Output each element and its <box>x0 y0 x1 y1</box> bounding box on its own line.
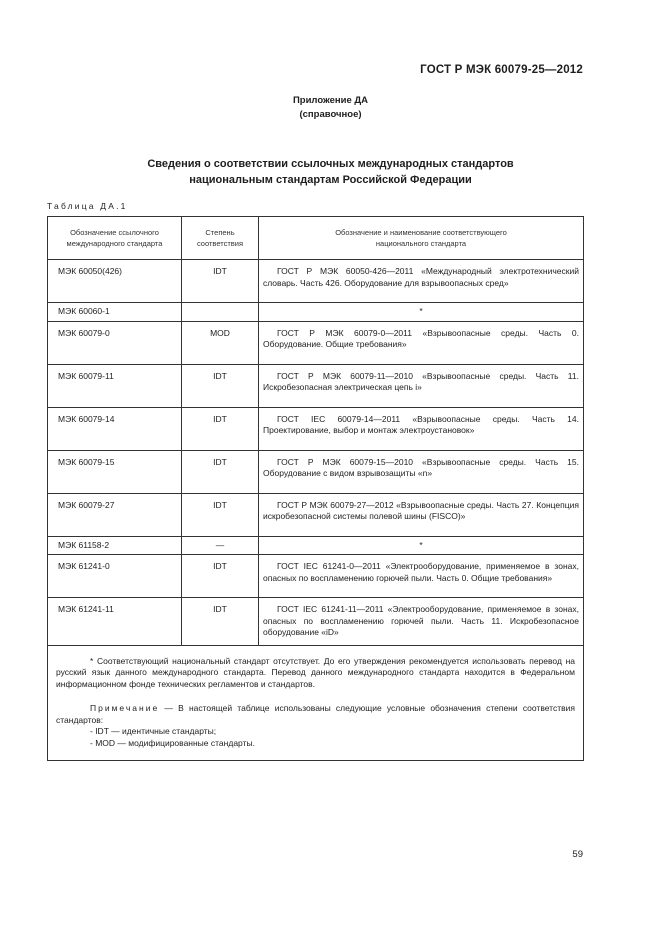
appendix-subtitle: (справочное) <box>299 109 362 120</box>
table-row <box>48 536 584 555</box>
reference-cell: МЭК 60079-27 <box>48 493 182 536</box>
appendix-title: Приложение ДА <box>292 95 369 106</box>
table-row <box>48 555 584 598</box>
note-list-item: - IDT — идентичные стандарты; <box>90 726 217 737</box>
section-title-line: национальным стандартам Российской Федерации <box>189 174 472 186</box>
degree-cell: MOD <box>182 321 259 364</box>
header-line: Обозначение ссылочного <box>70 228 159 237</box>
correspondence-table <box>47 216 584 761</box>
table-row <box>48 450 584 493</box>
national-standard-cell: ГОСТ Р МЭК 60079-27—2012 «Взрывоопасные среды. Часть 27. Концепция искробезопасной системы полевой шины (FISCO)» <box>259 493 584 536</box>
national-standard-cell: ГОСТ IEC 61241-0—2011 «Электрооборудование, применяемое в зонах, опасных по воспламенению горючей пыли. Часть 0. Общие требования» <box>259 555 584 598</box>
degree-cell: IDT <box>182 364 259 407</box>
table-row <box>48 407 584 450</box>
reference-cell: МЭК 60060-1 <box>48 303 182 322</box>
table-header-row <box>48 217 584 260</box>
note-label: Примечание <box>90 702 160 713</box>
reference-cell: МЭК 60079-14 <box>48 407 182 450</box>
reference-cell: МЭК 60050(426) <box>48 260 182 303</box>
reference-cell: МЭК 60079-0 <box>48 321 182 364</box>
table-row <box>48 260 584 303</box>
header-line: национального стандарта <box>375 239 467 248</box>
degree-cell <box>182 303 259 322</box>
section-title <box>0 156 661 188</box>
table-row <box>48 598 584 646</box>
header-line: соответствия <box>196 239 244 248</box>
national-standard-cell: ГОСТ Р МЭК 60079-0—2011 «Взрывоопасные среды. Часть 0. Оборудование. Общие требования» <box>259 321 584 364</box>
national-standard-cell: ГОСТ IEC 61241-11—2011 «Электрооборудование, применяемое в зонах, опасных по воспламенению горючей пыли. Часть 11. Искробезопасное оборудование «iD» <box>259 598 584 646</box>
national-standard-cell: ГОСТ Р МЭК 60079-11—2010 «Взрывоопасные среды. Часть 11. Искробезопасная электрическая цепь i» <box>259 364 584 407</box>
table-caption: Таблица ДА.1 <box>47 201 128 211</box>
table-row <box>48 364 584 407</box>
document-code: ГОСТ Р МЭК 60079-25—2012 <box>420 64 583 76</box>
header-line: Обозначение и наименование соответствующего <box>335 228 507 237</box>
reference-cell: МЭК 60079-15 <box>48 450 182 493</box>
note-list-item: - MOD — модифицированные стандарты. <box>90 738 255 749</box>
degree-cell: — <box>182 536 259 555</box>
national-standard-cell: ГОСТ Р МЭК 60079-15—2010 «Взрывоопасные среды. Часть 15. Оборудование с видом взрывозащиты «n» <box>259 450 584 493</box>
reference-cell: МЭК 61158-2 <box>48 536 182 555</box>
national-standard-cell: ГОСТ IEC 60079-14—2011 «Взрывоопасные среды. Часть 14. Проектирование, выбор и монтаж электроустановок» <box>259 407 584 450</box>
table-footer-row <box>48 645 584 761</box>
column-header-reference <box>48 217 182 260</box>
degree-cell: IDT <box>182 260 259 303</box>
reference-cell: МЭК 60079-11 <box>48 364 182 407</box>
table-row <box>48 303 584 322</box>
note <box>56 703 575 727</box>
table-footer <box>48 645 584 761</box>
header-line: Степень <box>205 228 235 237</box>
degree-cell: IDT <box>182 450 259 493</box>
national-standard-cell: ГОСТ Р МЭК 60050-426—2011 «Международный электротехнический словарь. Часть 426. Оборудование для взрывоопасных сред» <box>259 260 584 303</box>
degree-cell: IDT <box>182 493 259 536</box>
column-header-degree <box>182 217 259 260</box>
footnote: * Соответствующий национальный стандарт отсутствует. До его утверждения рекомендуется использовать перевод на русский язык данного международного стандарта. Перевод данного международного стандарта находится в Федеральном информационном фонде технических регламентов и стандартов. <box>56 655 575 690</box>
header-line: международного стандарта <box>66 239 163 248</box>
degree-cell: IDT <box>182 598 259 646</box>
reference-cell: МЭК 61241-0 <box>48 555 182 598</box>
degree-cell: IDT <box>182 407 259 450</box>
page-number: 59 <box>572 849 583 860</box>
section-title-line: Сведения о соответствии ссылочных международных стандартов <box>147 158 514 170</box>
column-header-national <box>259 217 584 260</box>
degree-cell: IDT <box>182 555 259 598</box>
table-row <box>48 493 584 536</box>
table-row <box>48 321 584 364</box>
reference-cell: МЭК 61241-11 <box>48 598 182 646</box>
appendix-heading <box>0 94 661 122</box>
national-standard-cell: * <box>259 303 584 322</box>
note-text: — В настоящей таблице использованы следующие условные обозначения степени соответствия стандартов: <box>56 702 575 725</box>
national-standard-cell: * <box>259 536 584 555</box>
